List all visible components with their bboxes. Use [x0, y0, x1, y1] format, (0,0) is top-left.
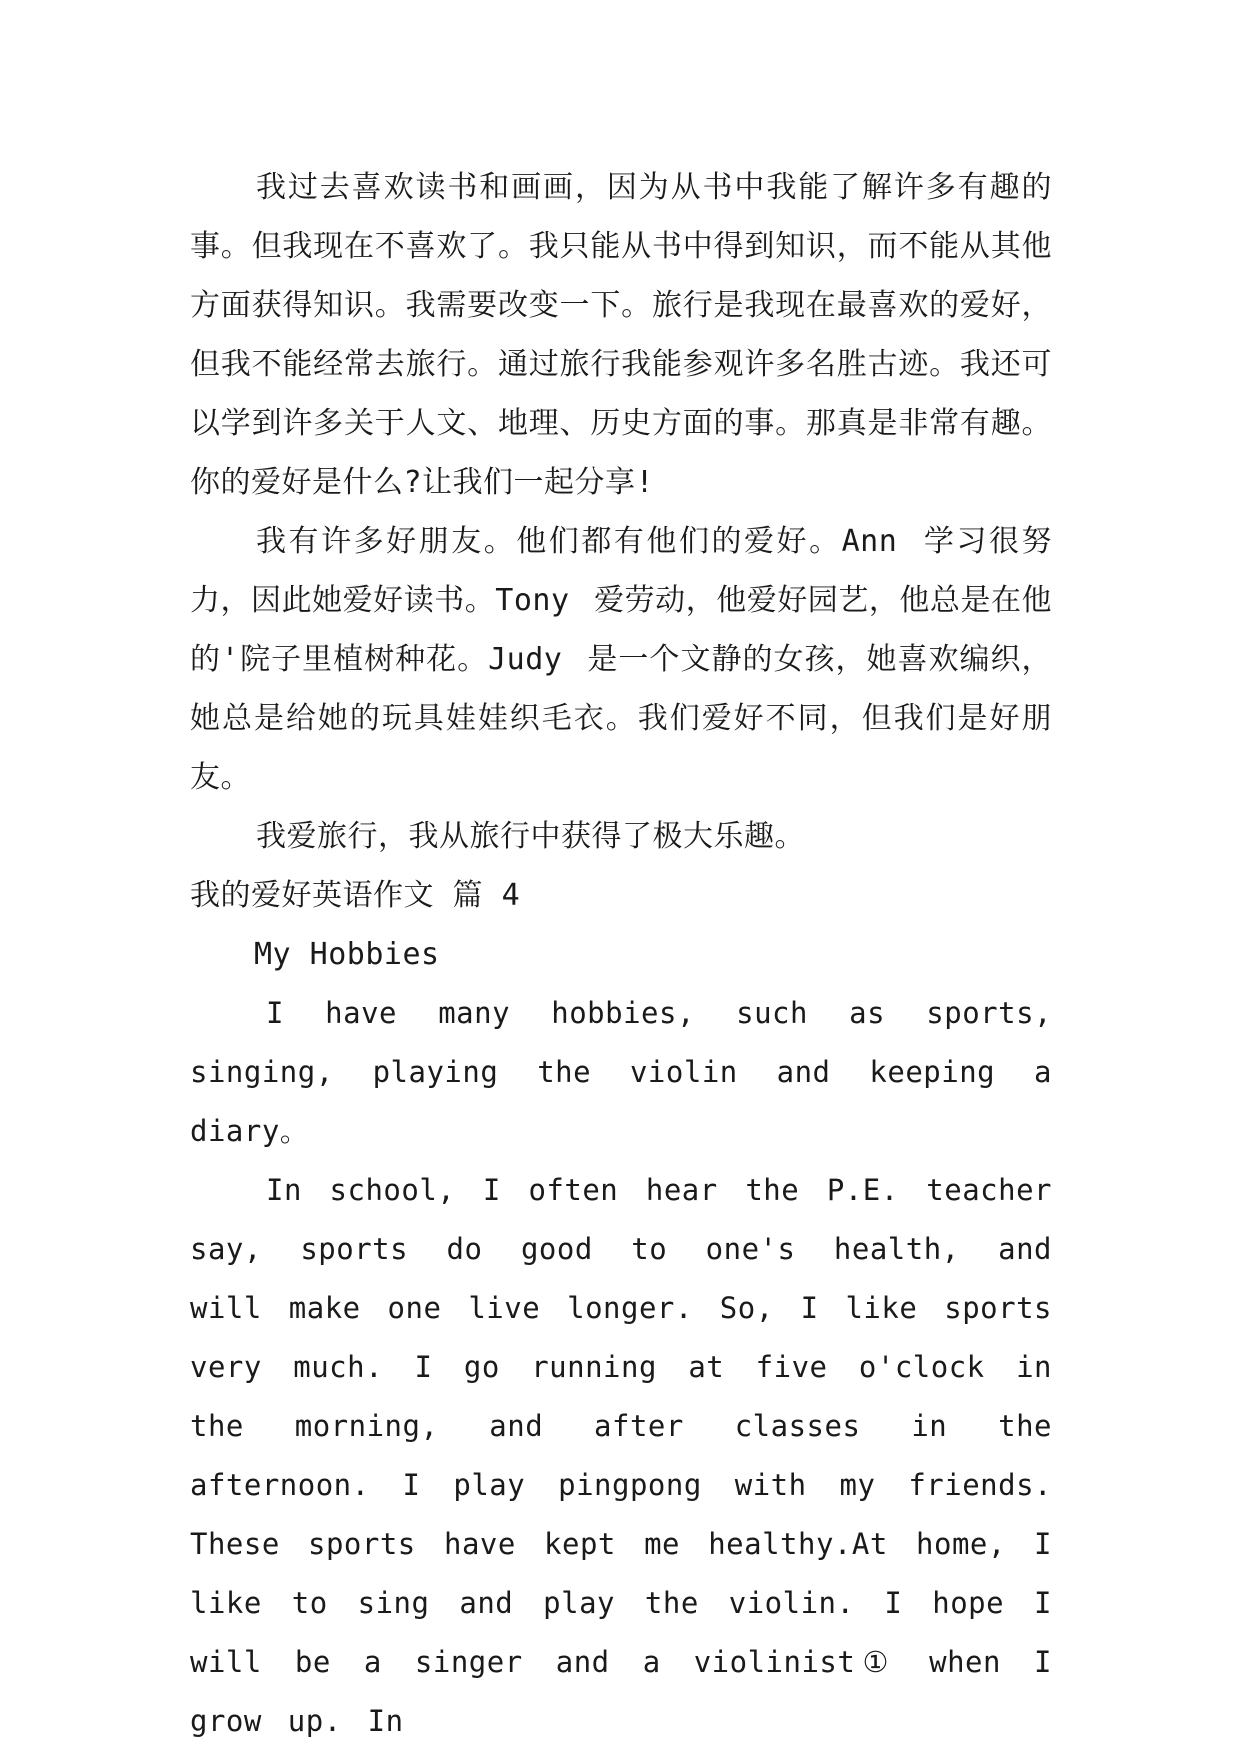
- english-paragraph-sports: In school, I often hear the P.E. teacher say, sports do good to one's health, and will make one live longer. So, I like sports very much. I go running at five o'clock in the morning, and after classes in the afternoon. I play pingpong with my friends. These sports have kept me healthy.At home, I like to sing and play the violin. I hope I will be a singer and a violinist① when I grow up. In: [190, 1173, 1052, 1738]
- document-body: [190, 158, 1052, 1751]
- english-paragraph-intro: I have many hobbies, such as sports, singing, playing the violin and keeping a diary。: [190, 996, 1052, 1148]
- english-essay-title: My Hobbies: [254, 937, 440, 972]
- section-heading: 我的爱好英语作文 篇 4: [190, 878, 521, 913]
- paragraph-reading-travel: 我过去喜欢读书和画画，因为从书中我能了解许多有趣的事。但我现在不喜欢了。我只能从书中得到知识，而不能从其他方面获得知识。我需要改变一下。旅行是我现在最喜欢的爱好，但我不能经常去旅行。通过旅行我能参观许多名胜古迹。我还可以学到许多关于人文、地理、历史方面的事。那真是非常有趣。你的爱好是什么?让我们一起分享!: [190, 170, 1052, 500]
- paragraph-friends-hobbies: 我有许多好朋友。他们都有他们的爱好。Ann 学习很努力，因此她爱好读书。Tony 爱劳动，他爱好园艺，他总是在他的'院子里植树种花。Judy 是一个文静的女孩，她喜欢编织，她总是给她的玩具娃娃织毛衣。我们爱好不同，但我们是好朋友。: [190, 524, 1052, 795]
- paragraph-love-travel: 我爱旅行，我从旅行中获得了极大乐趣。: [256, 819, 805, 854]
